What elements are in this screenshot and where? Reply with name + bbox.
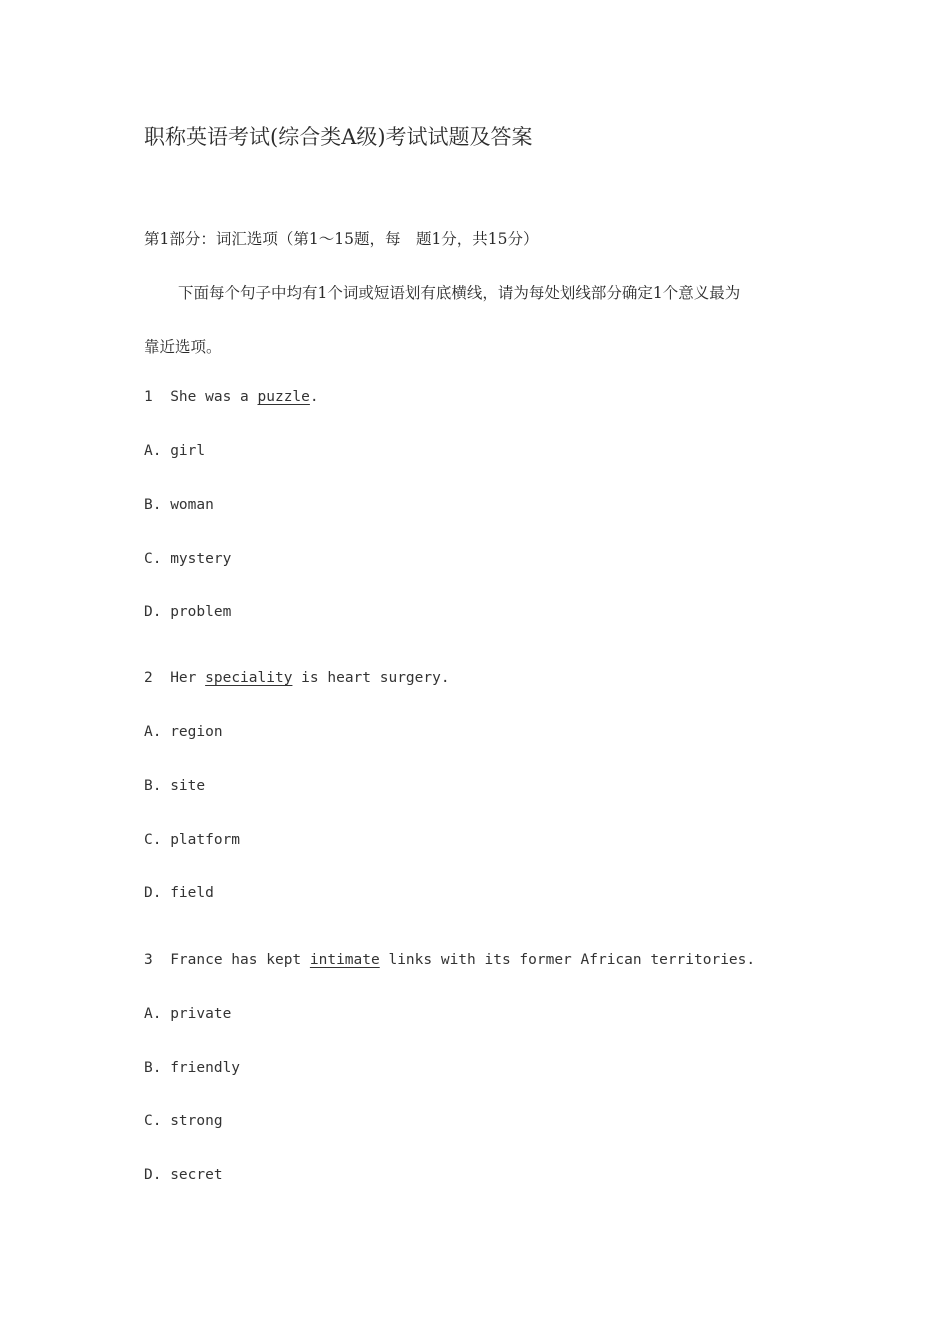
question-number: 1 <box>144 389 153 405</box>
question-text-before: France has kept <box>170 952 310 968</box>
option-c: C. strong <box>144 1113 223 1129</box>
option-c: C. mystery <box>144 551 232 567</box>
option-b: B. woman <box>144 497 214 513</box>
instructions-line-2: 靠近选项。 <box>144 338 222 356</box>
question-number: 2 <box>144 670 153 686</box>
question-1 <box>144 389 319 405</box>
underlined-word: intimate <box>309 952 380 968</box>
question-text-after: links with its former African territories. <box>379 952 756 968</box>
option-a: A. private <box>144 1006 232 1022</box>
option-b: B. site <box>144 778 206 794</box>
option-d: D. field <box>144 885 214 901</box>
question-text-before: She was a <box>170 389 258 405</box>
underlined-word: speciality <box>205 670 293 686</box>
option-d: D. problem <box>144 604 232 620</box>
option-a: A. girl <box>144 443 206 459</box>
question-3 <box>144 952 755 968</box>
document-title: 职称英语考试(综合类A级)考试试题及答案 <box>144 125 533 149</box>
instructions-line-1: 下面每个句子中均有1个词或短语划有底横线，请为每处划线部分确定1个意义最为 <box>178 284 741 302</box>
underlined-word: puzzle <box>257 389 310 405</box>
question-text-after: is heart surgery. <box>292 670 450 686</box>
question-number: 3 <box>144 952 153 968</box>
option-b: B. friendly <box>144 1060 241 1076</box>
section-heading: 第1部分：词汇选项（第1～15题，每 题1分，共15分） <box>144 230 539 248</box>
option-a: A. region <box>144 724 223 740</box>
question-text-before: Her <box>170 670 206 686</box>
question-text-after: . <box>309 389 319 405</box>
option-c: C. platform <box>144 832 241 848</box>
question-2 <box>144 670 450 686</box>
option-d: D. secret <box>144 1167 223 1183</box>
